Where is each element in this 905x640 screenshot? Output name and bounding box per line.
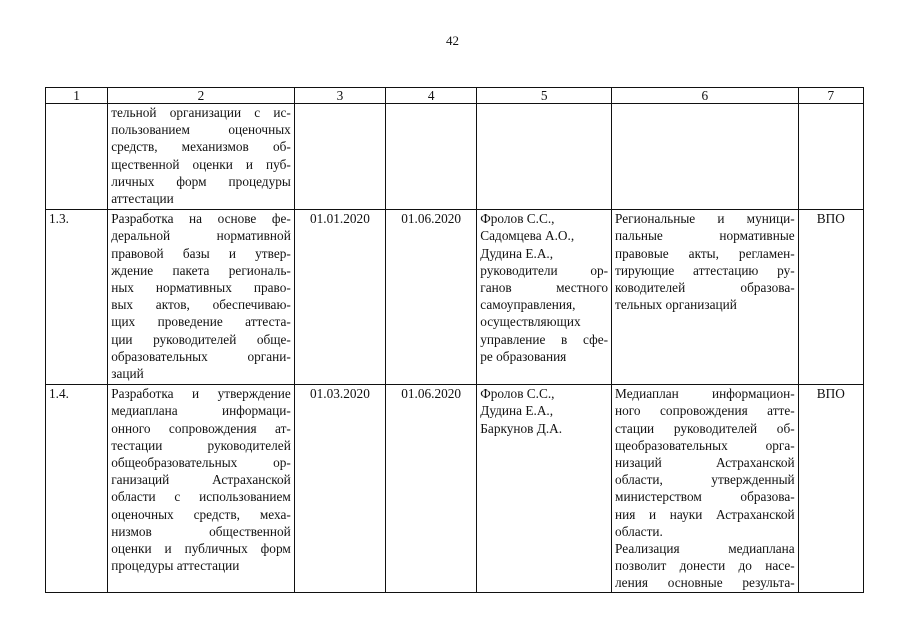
result-line: пальные нормативные: [615, 228, 795, 244]
description-line: щественной оценки и пуб-: [111, 156, 291, 172]
result-line: области, утвержденный: [615, 472, 795, 488]
result-line: щеобразовательных орга-: [615, 437, 795, 453]
responsible-line: Фролов С.С.,: [480, 386, 555, 402]
result-line: ния и науки Астраханской: [615, 506, 795, 522]
description-line: процедуры аттестации: [111, 558, 240, 574]
row-description: [108, 385, 295, 592]
description-line: средств, механизмов об-: [111, 139, 291, 155]
row-type: ВПО: [798, 385, 863, 592]
table-row: [46, 104, 864, 210]
result-line: низаций Астраханской: [615, 455, 795, 471]
description-line: Разработка на основе фе-: [111, 211, 291, 227]
description-line: общеобразовательных ор-: [111, 455, 291, 471]
responsible-line: осуществляющих: [480, 314, 581, 330]
row-responsible: [477, 104, 612, 210]
row-description: [108, 104, 295, 210]
description-line: щих проведение аттеста-: [111, 314, 291, 330]
responsible-line: Дудина Е.А.,: [480, 403, 554, 419]
result-line: министерством образова-: [615, 489, 795, 505]
row-result: [612, 385, 799, 592]
result-line: тирующие аттестацию ру-: [615, 262, 795, 278]
description-line: ции руководителей обще-: [111, 331, 291, 347]
row-start-date: [294, 104, 385, 210]
column-number-3: 3: [294, 88, 385, 104]
responsible-line: Садомцева А.О.,: [480, 228, 575, 244]
column-number-4: 4: [386, 88, 477, 104]
description-line: онного сопровождения ат-: [111, 420, 291, 436]
row-end-date: [386, 104, 477, 210]
result-line: правовые акты, регламен-: [615, 245, 795, 261]
row-end-date: 01.06.2020: [386, 385, 477, 592]
responsible-line: ганов местного: [480, 280, 609, 296]
table-row: [46, 210, 864, 385]
description-line: оценки и публичных форм: [111, 541, 291, 557]
description-line: аттестации: [111, 191, 174, 207]
result-line: Региональные и муници-: [615, 211, 795, 227]
responsible-line: самоуправления,: [480, 297, 576, 313]
responsible-line: руководители ор-: [480, 262, 609, 278]
responsible-line: управление в сфе-: [480, 331, 609, 347]
row-id: 1.4.: [46, 385, 108, 592]
row-result: [612, 210, 799, 385]
column-number-1: 1: [46, 88, 108, 104]
responsible-line: ре образования: [480, 348, 567, 364]
description-line: ждение пакета региональ-: [111, 262, 291, 278]
description-line: области с использованием: [111, 489, 291, 505]
description-line: пользованием оценочных: [111, 122, 291, 138]
page-number: 42: [446, 33, 459, 48]
result-line: ководителей образова-: [615, 280, 795, 296]
column-number-6: 6: [612, 88, 799, 104]
description-line: ных нормативных право-: [111, 280, 291, 296]
description-line: заций: [111, 366, 144, 382]
row-start-date: 01.03.2020: [294, 385, 385, 592]
row-end-date: 01.06.2020: [386, 210, 477, 385]
description-line: личных форм процедуры: [111, 173, 291, 189]
column-number-2: 2: [108, 88, 295, 104]
description-line: низмов общественной: [111, 523, 291, 539]
result-line: ного сопровождения атте-: [615, 403, 795, 419]
description-line: Разработка и утверждение: [111, 386, 291, 402]
description-line: образовательных органи-: [111, 348, 291, 364]
table-header-row: [46, 88, 864, 104]
row-responsible: [477, 210, 612, 385]
description-line: тестации руководителей: [111, 437, 291, 453]
description-line: ганизаций Астраханской: [111, 472, 291, 488]
responsible-line: Дудина Е.А.,: [480, 245, 554, 261]
row-responsible: [477, 385, 612, 592]
row-id: [46, 104, 108, 210]
result-line: стации руководителей об-: [615, 420, 795, 436]
description-line: правовой базы и утвер-: [111, 245, 291, 261]
row-id: 1.3.: [46, 210, 108, 385]
row-description: [108, 210, 295, 385]
description-line: медиаплана информаци-: [111, 403, 291, 419]
result-line: ления основные результа-: [615, 575, 795, 591]
activity-table: [45, 87, 864, 593]
description-line: тельной организации с ис-: [111, 105, 291, 120]
description-line: деральной нормативной: [111, 228, 291, 244]
result-line: области.: [615, 523, 663, 539]
result-line: тельных организаций: [615, 297, 737, 313]
result-line: позволит донести до насе-: [615, 558, 795, 574]
result-line: Реализация медиаплана: [615, 541, 795, 557]
description-line: вых актов, обеспечиваю-: [111, 297, 291, 313]
row-result: [612, 104, 799, 210]
result-line: Медиаплан информацион-: [615, 386, 795, 402]
column-number-7: 7: [798, 88, 863, 104]
row-type: ВПО: [798, 210, 863, 385]
row-type: [798, 104, 863, 210]
column-number-5: 5: [477, 88, 612, 104]
row-start-date: 01.01.2020: [294, 210, 385, 385]
description-line: оценочных средств, меха-: [111, 506, 291, 522]
responsible-line: Баркунов Д.А.: [480, 420, 563, 436]
responsible-line: Фролов С.С.,: [480, 211, 555, 227]
table-row: [46, 385, 864, 592]
